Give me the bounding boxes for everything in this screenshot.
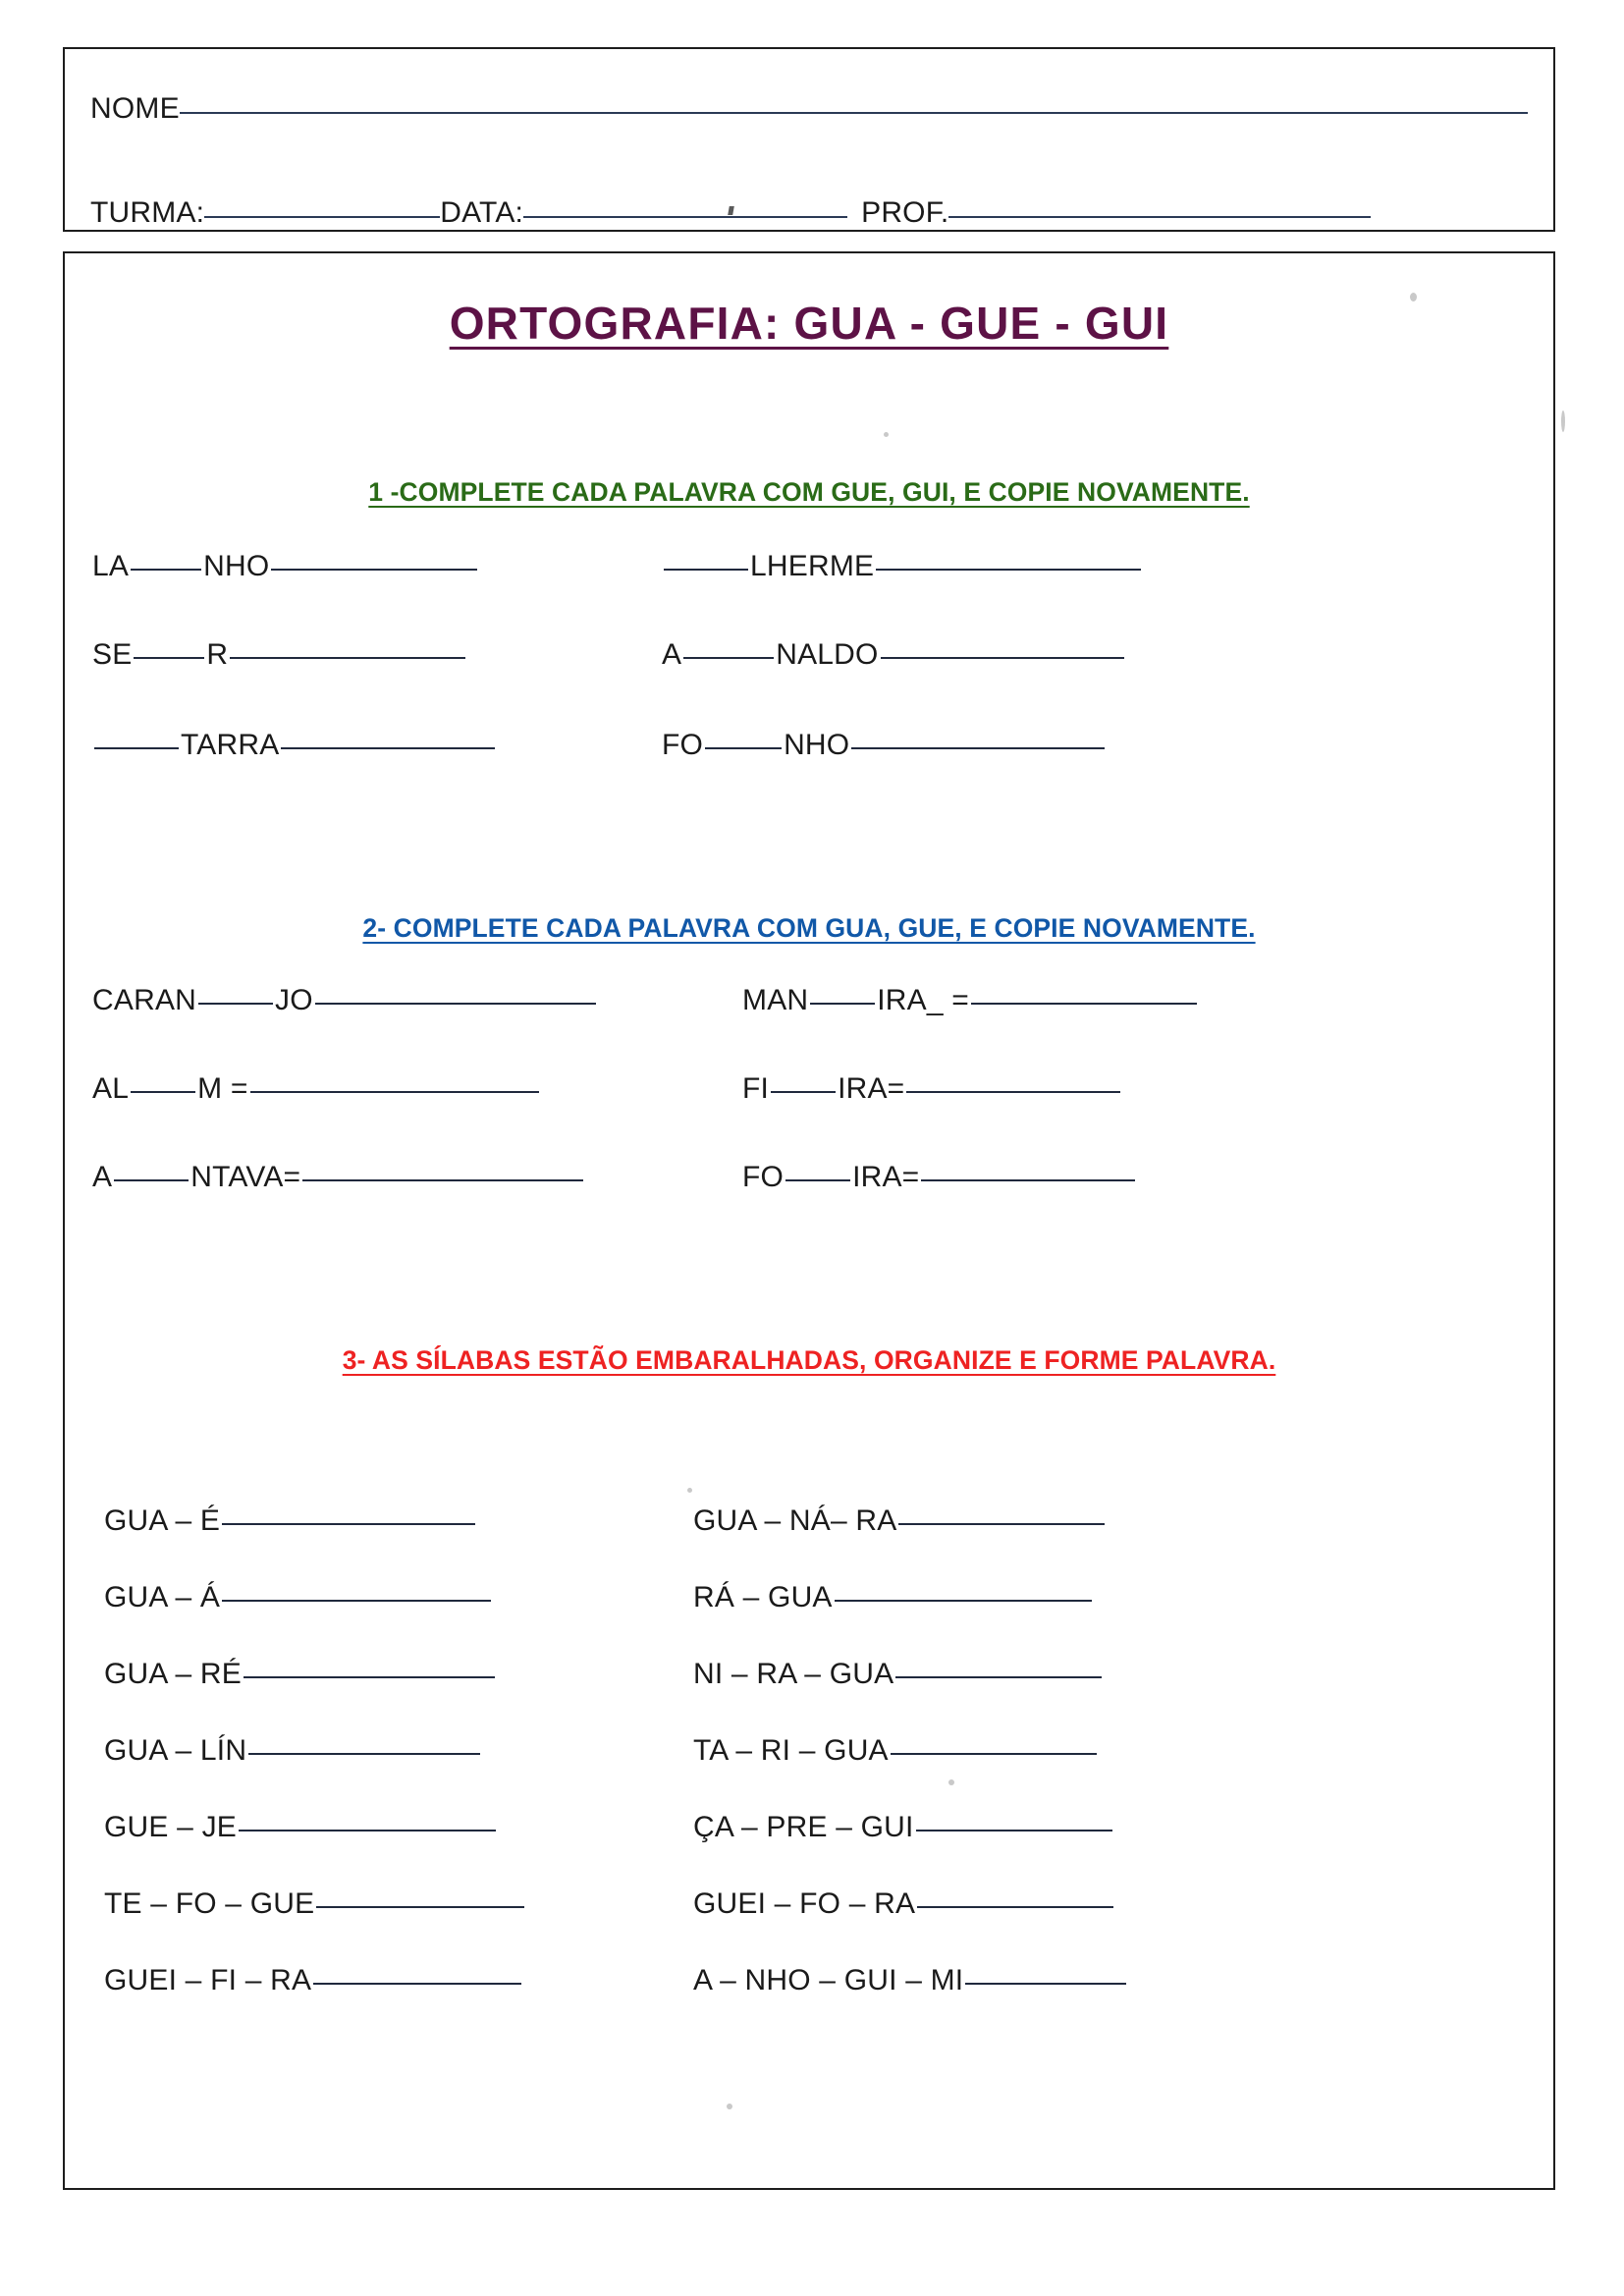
page-title: ORTOGRAFIA: GUA - GUE - GUI — [449, 298, 1169, 349]
word-prefix: SE — [92, 638, 133, 671]
fill-blank[interactable] — [94, 746, 179, 749]
word-prefix: AL — [92, 1072, 130, 1105]
exercise-2-item-left-2 — [92, 1072, 541, 1106]
exercise-1-item-right-2 — [662, 638, 1126, 672]
answer-blank[interactable] — [895, 1675, 1102, 1678]
syllable-group: GUE – JE — [104, 1811, 237, 1843]
fill-blank[interactable] — [683, 656, 774, 659]
exercise-3-item-left-7 — [104, 1964, 523, 1997]
turma-label: TURMA: — [90, 196, 205, 229]
copy-blank[interactable] — [906, 1090, 1120, 1093]
word-suffix: NTAVA= — [190, 1161, 301, 1193]
scan-speck — [687, 1488, 692, 1493]
copy-blank[interactable] — [281, 746, 495, 749]
class-date-teacher-row — [90, 196, 1528, 230]
exercise-1-item-right-3 — [662, 729, 1107, 762]
exercise-3-item-right-5 — [693, 1811, 1114, 1844]
exercise-3-item-right-6 — [693, 1887, 1115, 1921]
answer-blank[interactable] — [248, 1752, 480, 1755]
word-prefix: A — [662, 638, 682, 671]
exercise-3-item-left-5 — [104, 1811, 498, 1844]
answer-blank[interactable] — [898, 1522, 1105, 1525]
word-suffix: JO — [275, 984, 313, 1016]
syllable-group: GUA – LÍN — [104, 1734, 247, 1767]
scan-speck — [884, 432, 889, 437]
student-info-box — [63, 47, 1555, 232]
name-label: NOME — [90, 92, 180, 125]
exercise-3-item-left-4 — [104, 1734, 482, 1768]
syllable-group: ÇA – PRE – GUI — [693, 1811, 914, 1843]
fill-blank[interactable] — [785, 1178, 850, 1181]
word-prefix: A — [92, 1161, 113, 1193]
exercise-3-item-right-3 — [693, 1658, 1104, 1691]
section-2-heading: 2- COMPLETE CADA PALAVRA COM GUA, GUE, E COPIE NOVAMENTE. — [362, 913, 1256, 943]
fill-blank[interactable] — [810, 1002, 875, 1005]
prof-blank-line[interactable] — [948, 215, 1371, 218]
answer-blank[interactable] — [313, 1982, 521, 1985]
syllable-group: TA – RI – GUA — [693, 1734, 889, 1767]
answer-blank[interactable] — [891, 1752, 1097, 1755]
word-prefix: FO — [742, 1161, 785, 1193]
answer-blank[interactable] — [835, 1599, 1092, 1602]
syllable-group: A – NHO – GUI – MI — [693, 1964, 964, 1996]
answer-blank[interactable] — [965, 1982, 1126, 1985]
scan-speck — [1410, 293, 1417, 301]
syllable-group: NI – RA – GUA — [693, 1658, 894, 1690]
word-prefix: LA — [92, 550, 130, 582]
exercise-3-item-right-4 — [693, 1734, 1099, 1768]
answer-blank[interactable] — [916, 1829, 1112, 1831]
exercise-1-item-left-1 — [92, 550, 479, 583]
exercise-2-item-left-3 — [92, 1161, 585, 1194]
name-row — [90, 92, 1528, 126]
copy-blank[interactable] — [302, 1178, 583, 1181]
word-suffix: NALDO — [776, 638, 879, 671]
exercise-3-item-left-6 — [104, 1887, 526, 1921]
exercise-3-item-left-2 — [104, 1581, 493, 1614]
syllable-group: GUA – NÁ– RA — [693, 1504, 897, 1537]
section-3-heading: 3- AS SÍLABAS ESTÃO EMBARALHADAS, ORGANIZE E FORME PALAVRA. — [342, 1345, 1276, 1375]
syllable-group: GUEI – FI – RA — [104, 1964, 312, 1996]
exercise-3-item-right-7 — [693, 1964, 1128, 1997]
fill-blank[interactable] — [131, 1090, 195, 1093]
word-suffix: LHERME — [750, 550, 875, 582]
word-suffix: M = — [197, 1072, 248, 1105]
fill-blank[interactable] — [705, 746, 782, 749]
word-suffix: IRA_ = — [877, 984, 970, 1016]
answer-blank[interactable] — [917, 1905, 1113, 1908]
word-prefix: CARAN — [92, 984, 197, 1016]
copy-blank[interactable] — [315, 1002, 596, 1005]
fill-blank[interactable] — [134, 656, 204, 659]
word-suffix: R — [206, 638, 229, 671]
exercise-3-item-right-2 — [693, 1581, 1094, 1614]
copy-blank[interactable] — [921, 1178, 1135, 1181]
syllable-group: RÁ – GUA — [693, 1581, 833, 1613]
copy-blank[interactable] — [271, 568, 477, 571]
copy-blank[interactable] — [250, 1090, 539, 1093]
word-suffix: TARRA — [181, 729, 280, 761]
copy-blank[interactable] — [851, 746, 1105, 749]
fill-blank[interactable] — [664, 568, 748, 571]
exercise-2-item-right-3 — [742, 1161, 1137, 1194]
exercise-2-item-left-1 — [92, 984, 598, 1017]
word-prefix: FI — [742, 1072, 770, 1105]
fill-blank[interactable] — [114, 1178, 189, 1181]
syllable-group: GUEI – FO – RA — [693, 1887, 916, 1920]
exercise-1-item-right-1 — [662, 550, 1143, 583]
scan-speck — [948, 1779, 954, 1785]
exercise-2-item-right-1 — [742, 984, 1199, 1017]
word-suffix: NHO — [784, 729, 850, 761]
data-label: DATA: — [440, 196, 524, 229]
answer-blank[interactable] — [316, 1905, 524, 1908]
word-suffix: NHO — [203, 550, 270, 582]
answer-blank[interactable] — [239, 1829, 496, 1831]
copy-blank[interactable] — [230, 656, 465, 659]
fill-blank[interactable] — [771, 1090, 836, 1093]
word-suffix: IRA= — [838, 1072, 905, 1105]
scan-speck — [1561, 410, 1565, 432]
fill-blank[interactable] — [198, 1002, 273, 1005]
syllable-group: GUA – É — [104, 1504, 221, 1537]
word-prefix: FO — [662, 729, 704, 761]
exercise-3-item-right-1 — [693, 1504, 1107, 1538]
prof-label: PROF. — [861, 196, 949, 229]
fill-blank[interactable] — [131, 568, 201, 571]
syllable-group: TE – FO – GUE — [104, 1887, 315, 1920]
section-1-heading: 1 -COMPLETE CADA PALAVRA COM GUE, GUI, E COPIE NOVAMENTE. — [368, 477, 1250, 507]
answer-blank[interactable] — [244, 1675, 495, 1678]
worksheet-body-box — [63, 251, 1555, 2190]
data-blank-line[interactable] — [523, 215, 847, 218]
exercise-2-item-right-2 — [742, 1072, 1122, 1106]
answer-blank[interactable] — [222, 1522, 475, 1525]
scan-speck — [727, 2104, 732, 2109]
syllable-group: GUA – RÉ — [104, 1658, 242, 1690]
copy-blank[interactable] — [881, 656, 1124, 659]
name-blank-line[interactable] — [180, 111, 1528, 114]
word-suffix: IRA= — [852, 1161, 920, 1193]
syllable-group: GUA – Á — [104, 1581, 221, 1613]
answer-blank[interactable] — [222, 1599, 491, 1602]
exercise-1-item-left-2 — [92, 638, 467, 672]
word-prefix: MAN — [742, 984, 809, 1016]
exercise-1-item-left-3 — [92, 729, 497, 762]
exercise-3-item-left-3 — [104, 1658, 497, 1691]
turma-blank-line[interactable] — [204, 215, 440, 218]
copy-blank[interactable] — [971, 1002, 1197, 1005]
copy-blank[interactable] — [876, 568, 1141, 571]
exercise-3-item-left-1 — [104, 1504, 477, 1538]
